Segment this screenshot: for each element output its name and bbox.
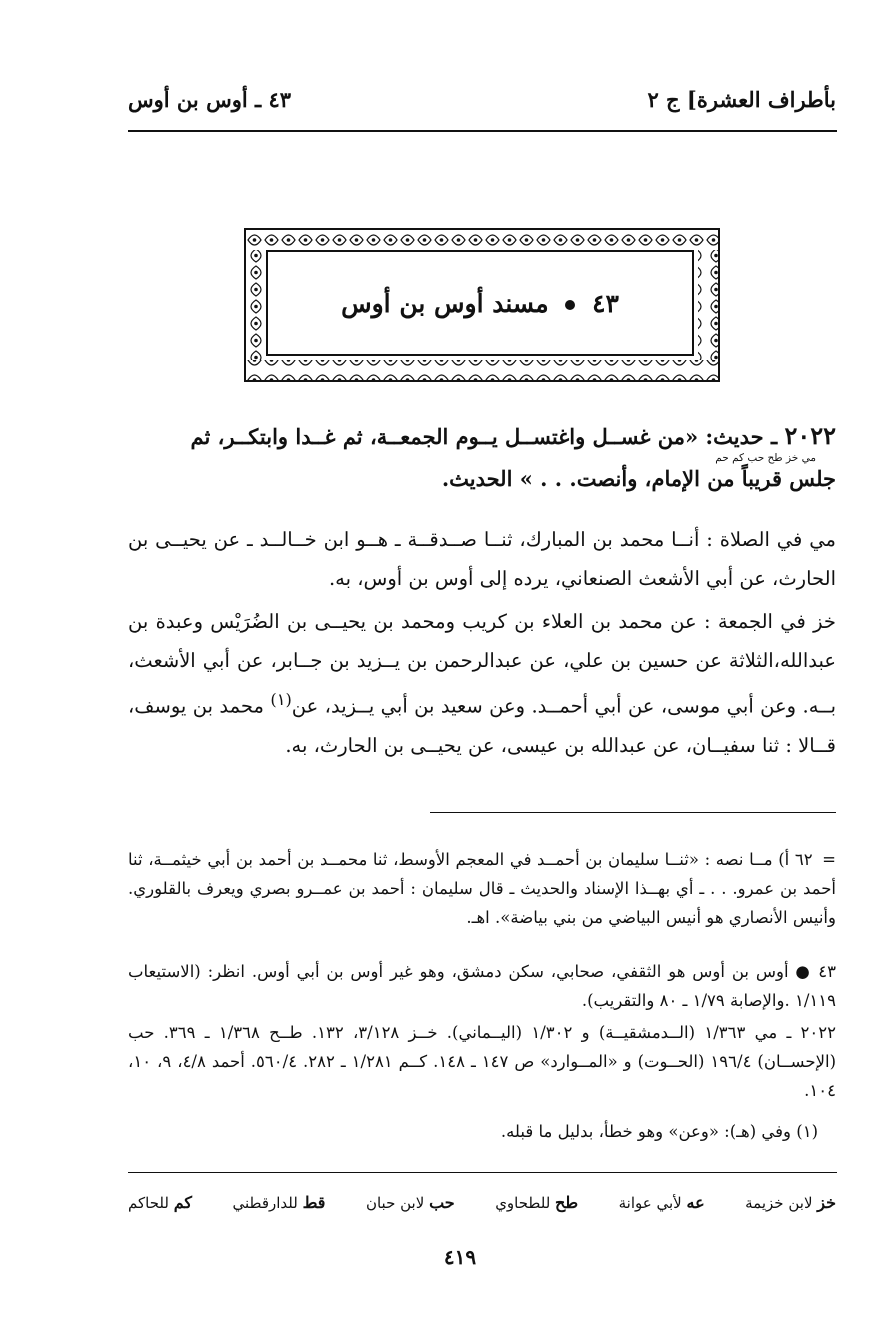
footnote-1: (١) وفي (هـ): «وعن» وهو خطأ، بدليل ما قبله. (500, 1122, 818, 1141)
bullet-icon (565, 300, 575, 310)
footnote-rule (430, 812, 836, 813)
abbreviations-rule (128, 1172, 837, 1173)
paragraph-text-cont: محمد بن يوسف، قــالا : ثنا سفيــان، عن عبدالله بن عيسى، عن يحيــى بن الحارث، به. (128, 694, 836, 757)
footnote-continued (128, 845, 836, 932)
source-sigla: مي خز طح حب كم حم (715, 452, 816, 464)
abbrev-item: عه لأبي عوانة (618, 1192, 705, 1212)
hadith-text (128, 422, 836, 493)
abbrev-item: كم للحاكم (128, 1192, 192, 1212)
isnad-paragraph-ibn-khuzayma (128, 602, 836, 765)
footnote-ref: (١) (270, 690, 292, 709)
abbrev-item: خز لابن خزيمة (745, 1192, 836, 1212)
continuation-marker: = (822, 850, 836, 869)
footnote-sources: ٢٠٢٢ ـ مي ١/٣٦٣ (الــدمشقيــة) و ١/٣٠٢ (اليــماني). خــز ٣/١٢٨، ١٣٢. طــح ١/٣٦٨ ـ ٣٦٩. حب (الإحســان) ١٩٦/٤ (الحــوت) و «المــوارد» ص ١٤٧ ـ ١٤٨. كــم ١/٢٨١ ـ ٢٨٢. ٥٦٠/٤. أحمد ٤/٨، ٩، ١٠، ١٠٤. (128, 1023, 837, 1100)
running-header-left: ٤٣ ـ أوس بن أوس (128, 86, 292, 112)
page-number: ٤١٩ (443, 1245, 477, 1269)
musnad-heading (341, 289, 619, 318)
abbrev-item: قط للدارقطني (232, 1192, 326, 1212)
abbreviations-key (128, 1187, 836, 1217)
abbrev-item: حب لابن حبان (365, 1192, 455, 1212)
musnad-title: مسند أوس بن أوس (341, 288, 549, 318)
footnote-text: ٦٢ أ) مــا نصه : «ثنــا سليمان بن أحمــد في المعجم الأوسط، ثنا محمــد بن أحمد بن أبي خيثمــة، ثنا أحمد بن عمرو. . . ـ أي بهــذا الإسناد والحديث ـ قال سليمان : أحمد بن عمــرو بصري ويعرف بالقلوري. وأنيس الأنصاري هو أنيس البياضي من بني بياضة». اهـ. (128, 850, 836, 927)
running-header-right: بأطراف العشرة] ج ٢ (647, 86, 836, 112)
musnad-number: ٤٣ (592, 288, 619, 318)
paragraph-text: خز في الجمعة : عن محمد بن العلاء بن كريب ومحمد بن يحيــى بن الضُرَيْس وعبدة بن عبدالله،الثلاثة عن حسين بن علي، عن عبدالرحمن بن يــزيد بن جــابر، عن أبي الأشعث، بــه. وعن أبي موسى، عن أبي أحمــد. وعن سعيد بن أبي يــزيد، عن (128, 610, 836, 718)
running-header (128, 82, 836, 116)
abbrev-item: طح للطحاوي (495, 1192, 579, 1212)
hadith-number: ٢٠٢٢ (784, 421, 836, 450)
header-rule (128, 130, 837, 132)
isnad-paragraph-darimi: مي في الصلاة : أنــا محمد بن المبارك، ثنــا صــدقــة ـ هــو ابن خــالــد ـ عن يحيــى بن الحارث، عن أبي الأشعث الصنعاني، يرده إلى أوس بن أوس، به. (128, 528, 836, 590)
hadith-line-1: ـ حديث: «من غســل واغتســل يــوم الجمعــة، ثم غــدا وابتكــر، ثم (190, 424, 778, 449)
hadith-line-2: جلس قريباً من الإمام، وأنصت. . . » الحديث. (441, 466, 836, 491)
frame-title-box (266, 250, 694, 356)
footnote-biography: ٤٣ ● أوس بن أوس هو الثقفي، صحابي، سكن دمشق، وهو غير أوس بن أبي أوس. انظر: (الاستيعاب ١/١١٩ .والإصابة ١/٧٩ ـ ٨٠ والتقريب). (128, 962, 836, 1010)
ornamental-frame (244, 228, 720, 382)
